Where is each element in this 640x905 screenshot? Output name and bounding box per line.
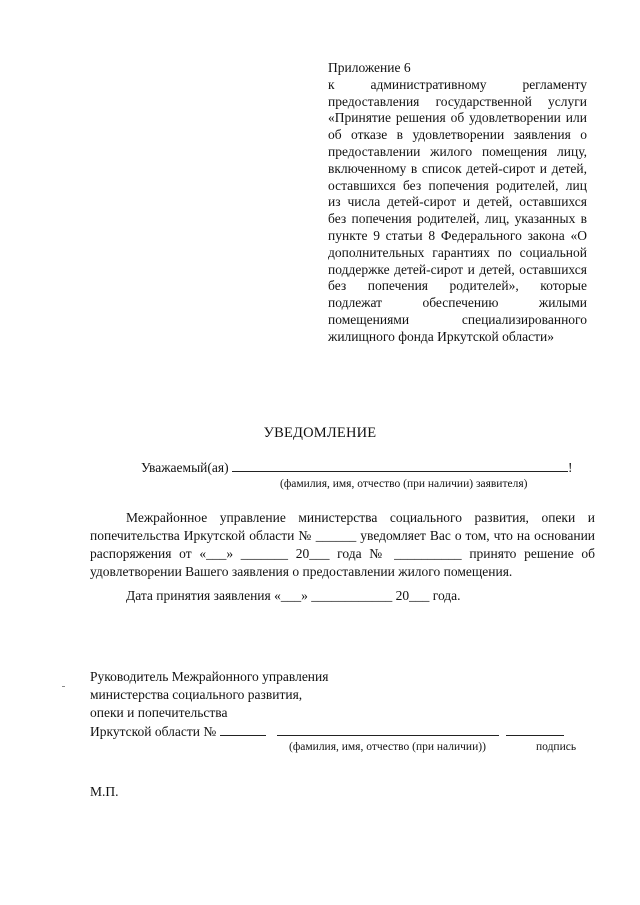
office-number-blank — [220, 722, 266, 736]
notice-text-1 — [90, 509, 595, 581]
notice-part: принято решение об удовлетворении Вашего заявления о предоставлении жилого помещения. — [90, 546, 595, 579]
application-year-blank: ___ — [409, 588, 430, 603]
signature-caption: подпись — [536, 741, 577, 753]
order-number-blank: ______ — [315, 528, 357, 543]
notice-text-2 — [90, 587, 595, 605]
notice-part: уведомляет Вас о том, что на основании распоряжения от « — [90, 528, 596, 561]
notice-part: Дата принятия заявления « — [126, 588, 281, 603]
head-name-blank — [277, 722, 499, 736]
applicant-name-blank — [232, 458, 568, 472]
notice-part: Межрайонное управление министерства социального развития, опеки и попечительства Иркутской области № — [90, 510, 595, 543]
signature-line-3: опеки и попечительства — [90, 705, 228, 720]
region-label: Иркутской области № — [90, 724, 217, 739]
document-heading: УВЕДОМЛЕНИЕ — [263, 425, 377, 441]
application-month-blank: ____________ — [311, 588, 393, 603]
notice-part: 20 — [295, 546, 310, 561]
greeting-end: ! — [567, 460, 573, 475]
greeting-label: Уважаемый(ая) — [141, 460, 229, 475]
signature-line-1: Руководитель Межрайонного управления — [90, 669, 329, 684]
greeting-line — [141, 458, 572, 476]
appendix-text: к административному регламенту предоставления государственной услуги «Принятие решения об удовлетворении или об отказе в удовлетворении заявления о предоставлении жилого помещения лицу, включенному в список детей-сирот и детей, оставшихся без попечения родителей, лиц из числа детей-сирот и детей, оставшихся без попечения родителей, лиц, указанных в пункте 9 статьи 8 Федерального закона «О дополнительных гарантиях по социальной поддержке детей-сирот и детей, оставшихся без попечения родителей», которые подлежат обеспечению жилыми помещениями специализированного жилищного фонда Иркутской области» — [328, 76, 587, 344]
year-blank: ___ — [309, 546, 330, 561]
appendix-block — [328, 60, 587, 346]
notice-part: » — [226, 546, 234, 561]
day-blank: ___ — [206, 546, 227, 561]
month-blank: _______ — [240, 546, 289, 561]
notice-part: года. — [432, 588, 461, 603]
margin-mark — [62, 686, 65, 687]
notice-part: года № — [337, 546, 387, 561]
head-name-caption: (фамилия, имя, отчество (при наличии)) — [289, 741, 486, 753]
notice-paragraph — [90, 509, 595, 605]
appendix-title: Приложение 6 — [328, 60, 411, 75]
signature-line-4 — [90, 722, 564, 741]
notice-part: » — [301, 588, 308, 603]
stamp-place: М.П. — [90, 784, 119, 799]
application-day-blank: ___ — [280, 588, 302, 603]
notice-part: 20 — [395, 588, 410, 603]
signature-line-2: министерства социального развития, — [90, 687, 303, 702]
applicant-name-caption: (фамилия, имя, отчество (при наличии) заявителя) — [280, 478, 528, 490]
signature-blank — [506, 722, 564, 736]
decree-number-blank: __________ — [394, 546, 462, 561]
